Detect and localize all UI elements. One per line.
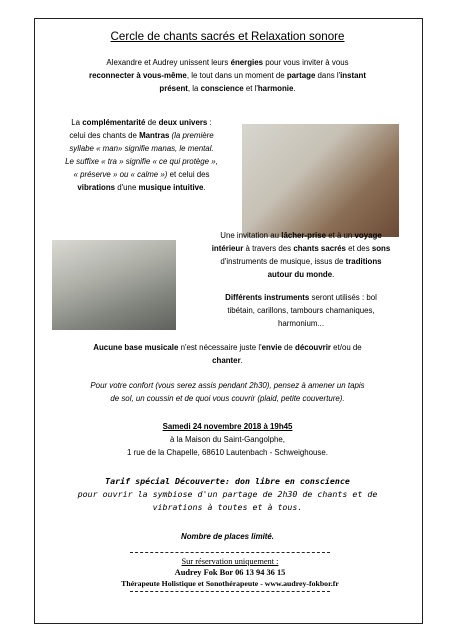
event-venue: à la Maison du Saint-Gangolphe, [170,435,285,444]
event-date: Samedi 24 novembre 2018 à 19h45 [162,422,293,431]
therapist-website: Thérapeute Holistique et Sonothérapeute - www.audrey-fokbor.fr [121,579,339,588]
divider [130,591,330,592]
buddha-hand-photo [52,240,176,330]
intro-paragraph: Alexandre et Audrey unissent leurs énergies pour vous inviter à vous reconnecter à vous-même, le tout dans un moment de partage dans l'instant présent, la conscience et l'harmonie. [89,58,366,93]
tarif-title: Tarif spécial Découverte: don libre en conscience [105,476,350,486]
page-title: Cercle de chants sacrés et Relaxation sonore [110,30,345,43]
event-details [40,420,415,459]
divider [130,552,330,553]
invitation-paragraph: Une invitation au lâcher-prise et à un voyage intérieur à travers des chants sacrés et des sons d'instruments de musique, issus de traditions autour du monde. [211,231,391,279]
comfort-paragraph: Pour votre confort (vous serez assis pendant 2h30), pensez à amener un tapis de sol, un coussin et de quoi vous couvrir (plaid, petite couverture). [90,381,365,403]
instruments-paragraph: Différents instruments seront utilisés : bol tibétain, carillons, tambours chamaniques, harmonium... [225,293,377,328]
places-limited: Nombre de places limité. [181,532,274,541]
tarif-paragraph: Tarif spécial Découverte: don libre en conscience pour ouvrir la symbiose d'un partage de 2h30 de chants et de vibrations à toutes et à tous. [40,475,415,514]
event-address: 1 rue de la Chapelle, 68610 Lautenbach - Schweighouse. [127,448,328,457]
reservation-label: Sur réservation uniquement : [181,557,279,566]
mantras-paragraph: La complémentarité de deux univers : celui des chants de Mantras (la première syllabe « man» signifie manas, le mental. Le suffixe « tra » signifie « ce qui protège », « préserve » ou « calme ») et celui des vibrations d'une musique intuitive. [65,118,218,192]
no-music-base-paragraph: Aucune base musicale n'est nécessaire juste l'envie de découvrir et/ou de chanter. [93,343,362,365]
reservation-footer [121,550,339,595]
musicians-photo [242,124,399,237]
contact-phone: Audrey Fok Bor 06 13 94 36 15 [174,568,286,577]
